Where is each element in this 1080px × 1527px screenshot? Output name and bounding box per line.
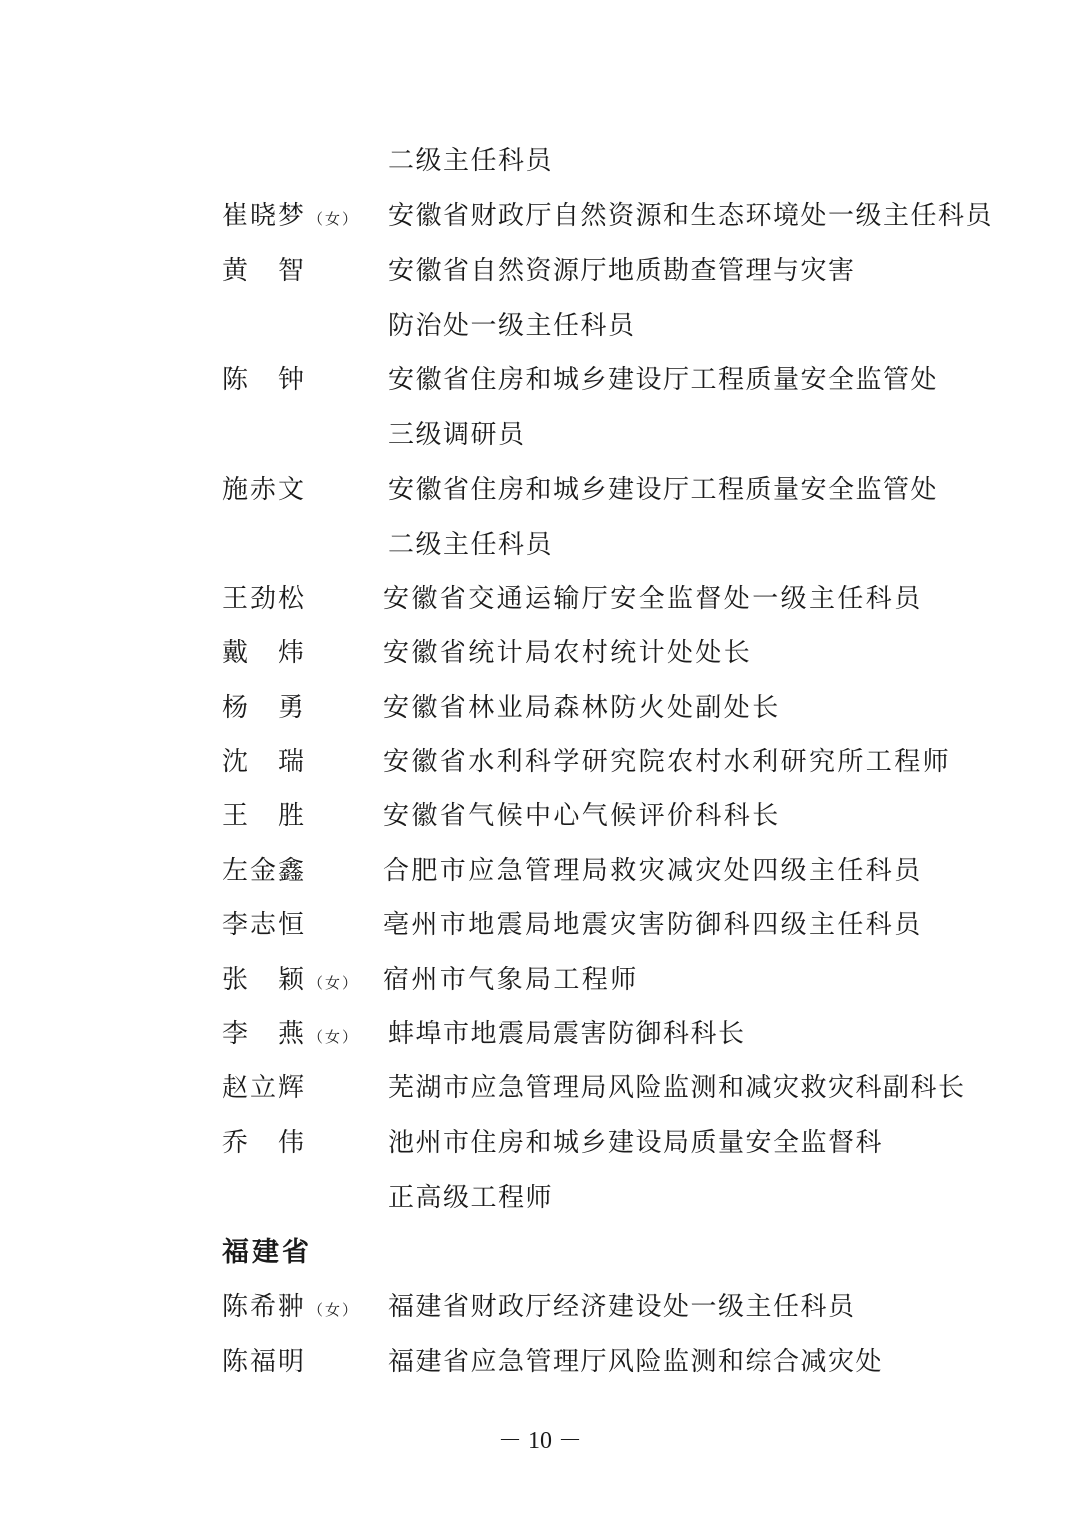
organization-title: 三级调研员	[388, 419, 526, 450]
person-name-text: 戴 炜	[222, 638, 307, 668]
person-name-text: 陈 钟	[222, 365, 307, 395]
person-name-text: 陈希翀	[222, 1292, 307, 1322]
person-name-text: 黄 智	[222, 256, 307, 286]
organization-title: 安徽省林业局森林防火处副处长	[383, 693, 781, 723]
person-name	[222, 964, 359, 999]
person-name-text: 乔 伟	[222, 1128, 307, 1158]
organization-title: 蚌埠市地震局震害防御科科长	[388, 1019, 746, 1049]
organization-title: 正高级工程师	[388, 1182, 554, 1213]
organization-title: 福建省财政厅经济建设处一级主任科员	[388, 1292, 856, 1322]
person-name	[222, 1346, 306, 1378]
organization-title: 福建省应急管理厅风险监测和综合减灾处	[388, 1347, 884, 1377]
organization-title: 安徽省住房和城乡建设厅工程质量安全监管处	[388, 475, 939, 505]
organization-title: 安徽省统计局农村统计处处长	[383, 638, 753, 668]
province-heading: 福建省	[222, 1237, 312, 1268]
person-name-text: 王劲松	[222, 584, 307, 614]
organization-title: 安徽省住房和城乡建设厅工程质量安全监管处	[388, 365, 939, 395]
person-name-text: 沈 瑞	[222, 747, 307, 777]
person-name-text: 李 燕	[222, 1019, 307, 1049]
person-name-text: 崔晓梦	[222, 201, 307, 231]
person-name	[222, 1291, 359, 1326]
organization-title: 亳州市地震局地震灾害防御科四级主任科员	[383, 910, 923, 940]
organization-title: 防治处一级主任科员	[388, 310, 636, 341]
organization-title: 合肥市应急管理局救灾减灾处四级主任科员	[383, 856, 923, 886]
person-name	[222, 364, 306, 396]
organization-title: 安徽省水利科学研究院农村水利研究所工程师	[383, 747, 952, 777]
person-name	[222, 692, 306, 724]
person-name	[222, 1072, 306, 1104]
person-name	[222, 200, 359, 235]
person-name	[222, 746, 306, 778]
organization-title: 安徽省财政厅自然资源和生态环境处一级主任科员	[388, 201, 994, 231]
person-name-text: 王 胜	[222, 801, 307, 831]
person-name-text: 左金鑫	[222, 856, 307, 886]
person-name	[222, 583, 306, 615]
person-name-text: 杨 勇	[222, 693, 307, 723]
organization-title: 安徽省气候中心气候评价科科长	[383, 801, 781, 831]
page-number: － 10 －	[498, 1428, 582, 1454]
person-name-text: 赵立辉	[222, 1073, 307, 1103]
person-name	[222, 1018, 359, 1053]
person-name	[222, 1127, 306, 1159]
gender-note: （女）	[308, 1028, 360, 1046]
person-name	[222, 637, 306, 669]
organization-title: 安徽省交通运输厅安全监督处一级主任科员	[383, 584, 923, 614]
gender-note: （女）	[308, 974, 360, 992]
organization-title: 二级主任科员	[388, 146, 554, 176]
organization-title: 宿州市气象局工程师	[383, 965, 639, 995]
person-name	[222, 474, 306, 506]
person-name	[222, 909, 306, 941]
gender-note: （女）	[308, 1301, 360, 1319]
organization-title: 安徽省自然资源厅地质勘查管理与灾害	[388, 256, 856, 286]
organization-title: 池州市住房和城乡建设局质量安全监督科	[388, 1128, 884, 1158]
person-name	[222, 255, 306, 287]
person-name	[222, 800, 306, 832]
person-name-text: 陈福明	[222, 1347, 307, 1377]
person-name	[222, 855, 306, 887]
gender-note: （女）	[308, 210, 360, 228]
organization-title: 芜湖市应急管理局风险监测和减灾救灾科副科长	[388, 1073, 966, 1103]
person-name-text: 施赤文	[222, 475, 307, 505]
person-name-text: 张 颖	[222, 965, 307, 995]
organization-title: 二级主任科员	[388, 529, 554, 560]
person-name-text: 李志恒	[222, 910, 307, 940]
